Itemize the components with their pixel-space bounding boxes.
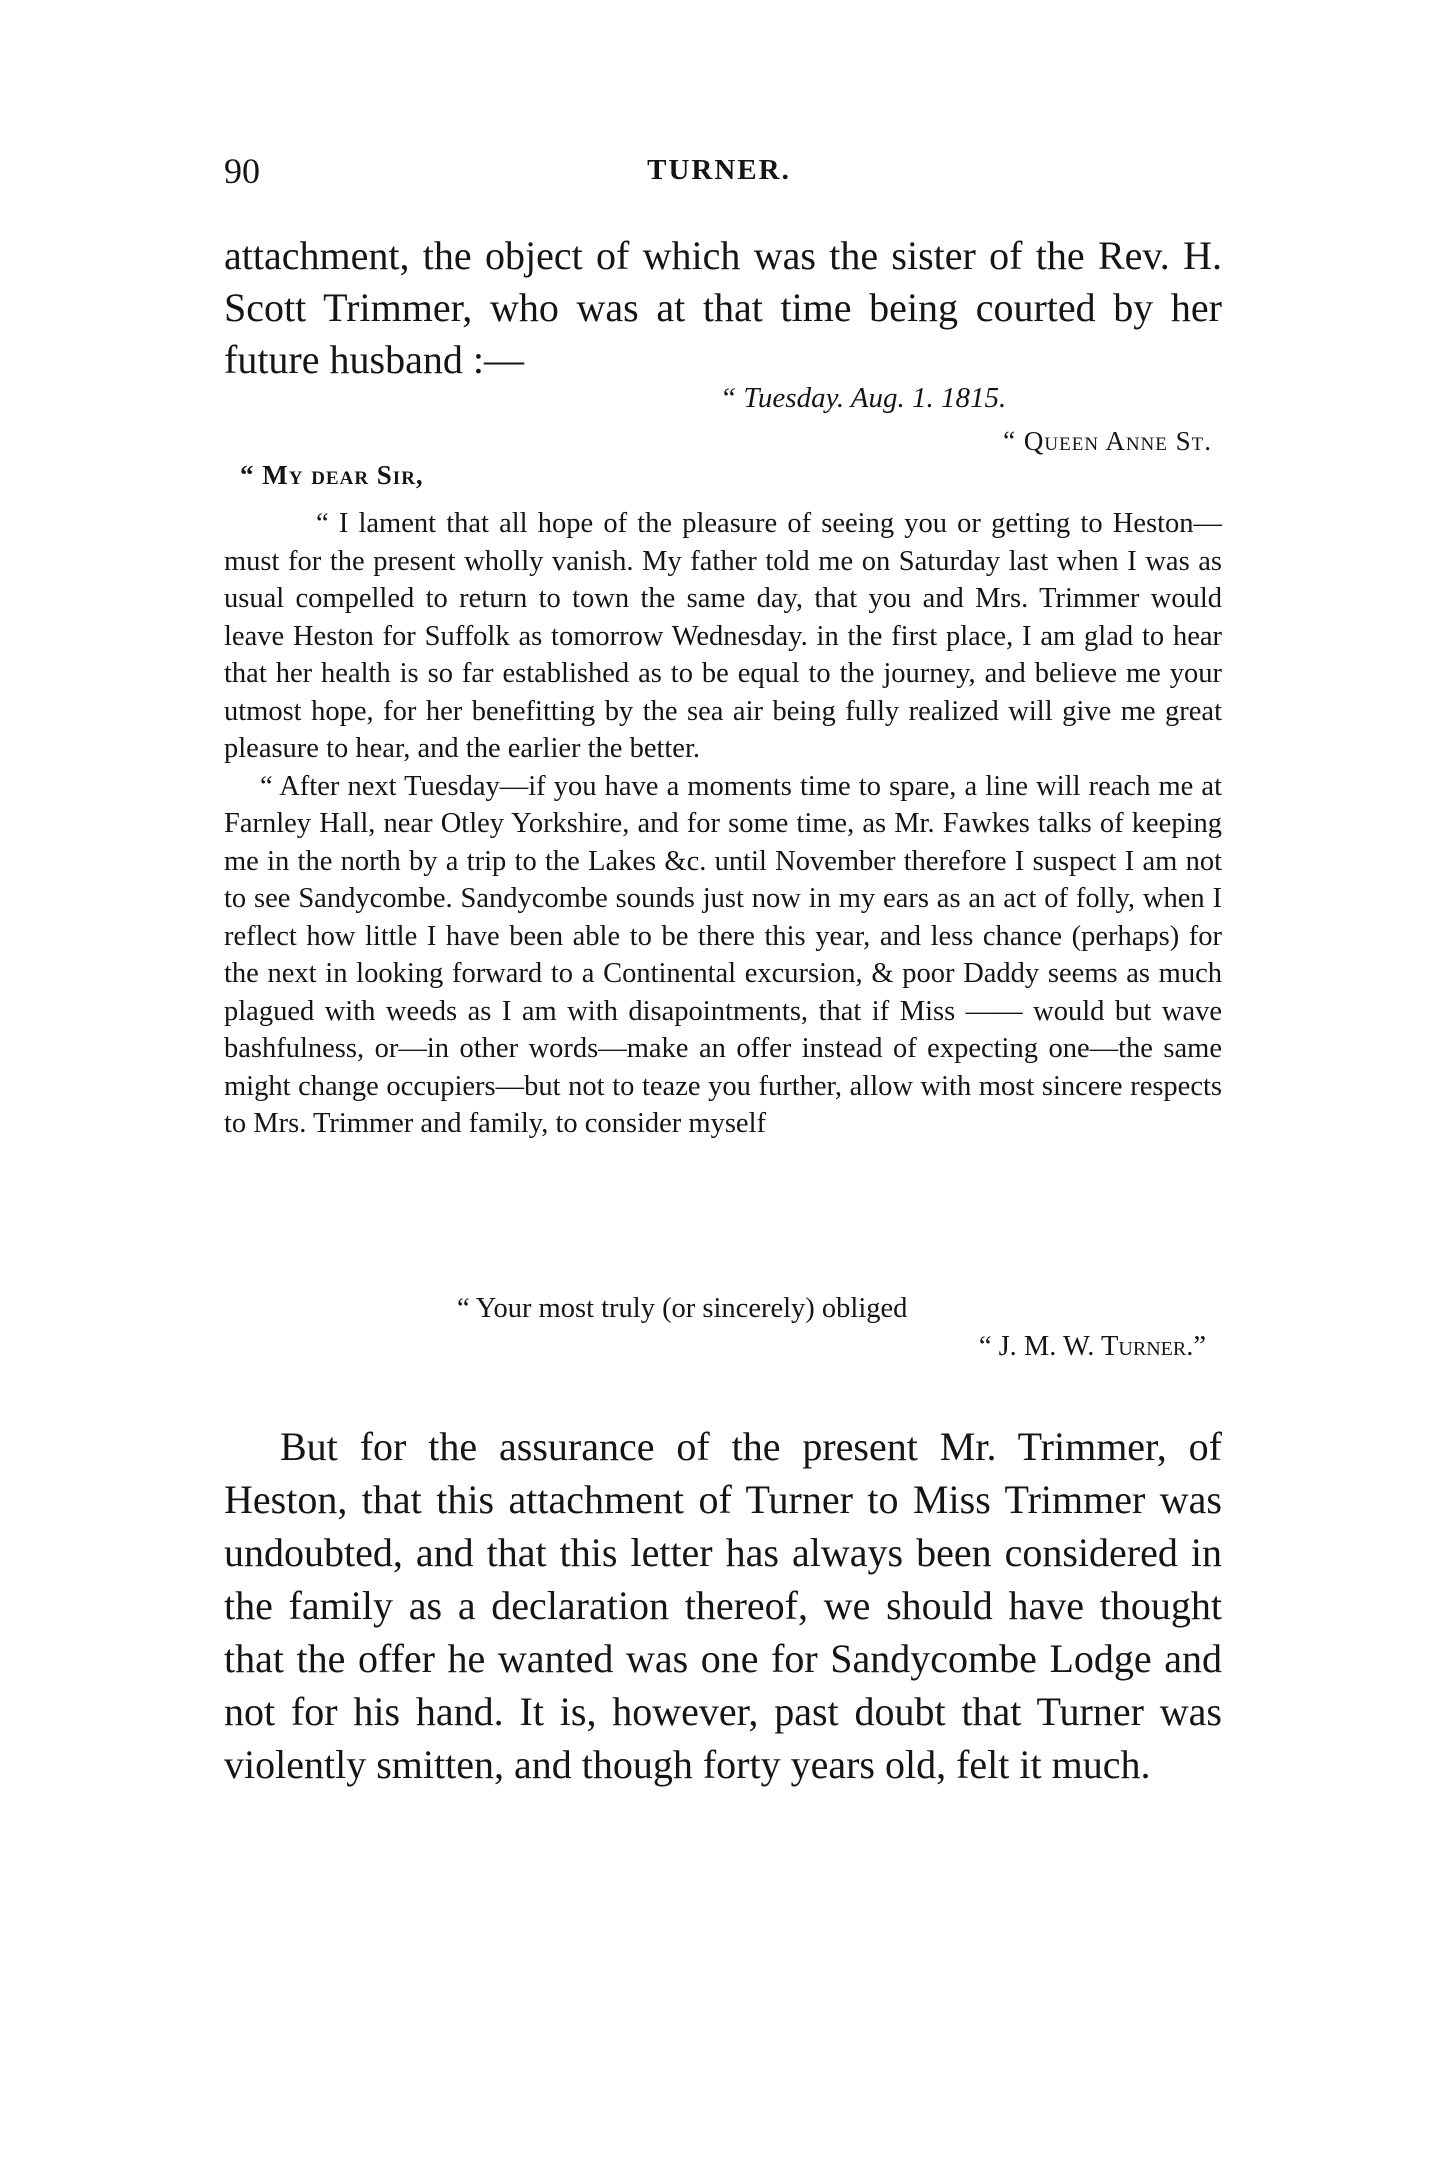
letter-closing: [224, 1290, 1222, 1366]
letter-paragraph: “ I lament that all hope of the pleasure of seeing you or getting to Heston—must for the present wholly vanish. My father told me on Saturday last when I was as usual compelled to return to town the same day, that you and Mrs. Trimmer would leave Heston for Suffolk as tomorrow Wednesday. in the first place, I am glad to hear that her health is so far established as to be equal to the journey, and believe me your utmost hope, for her benefitting by the sea air being fully realized will give me great pleasure to hear, and the earlier the better.: [224, 508, 1222, 764]
conclusion-paragraph: [224, 1420, 1222, 1791]
letter-address: “ Queen Anne St.: [1003, 426, 1212, 456]
letter-dateline: “ Tuesday. Aug. 1. 1815.: [720, 382, 1007, 414]
letter-salutation: “ My dear Sir,: [240, 460, 424, 490]
closing-line: “ Your most truly (or sincerely) obliged: [457, 1293, 908, 1324]
running-title: TURNER.: [647, 154, 791, 186]
letter-signature: “ J. M. W. Turner.”: [978, 1331, 1206, 1362]
intro-paragraph: attachment, the object of which was the sister of the Rev. H. Scott Trimmer, who was at that time being courted by her future husband :—: [224, 233, 1222, 382]
conclusion-text: But for the assurance of the present Mr. Trimmer, of Heston, that this attachment of Turner to Miss Trimmer was undoubted, and that this letter has always been considered in the family as a declaration thereof, we should have thought that the offer he wanted was one for Sandycombe Lodge and not for his hand. It is, however, past doubt that Turner was violently smitten, and though forty years old, felt it much.: [224, 1424, 1222, 1787]
page-number: 90: [224, 151, 260, 191]
running-head: [224, 150, 1224, 194]
letter-body: [224, 505, 1222, 1143]
letter-paragraph: “ After next Tuesday—if you have a moments time to spare, a line will reach me at Farnley Hall, near Otley Yorkshire, and for some time, as Mr. Fawkes talks of keeping me in the north by a trip to the Lakes &c. until November therefore I suspect I am not to see Sandycombe. Sandycombe sounds just now in my ears as an act of folly, when I reflect how little I have been able to be there this year, and less chance (perhaps) for the next in looking forward to a Continental excursion, & poor Daddy seems as much plagued with weeds as I am with disapointments, that if Miss —— would but wave bashfulness, or—in other words—make an offer instead of expecting one—the same might change occupiers—but not to teaze you further, allow with most sincere respects to Mrs. Trimmer and family, to consider myself: [224, 770, 1222, 1139]
